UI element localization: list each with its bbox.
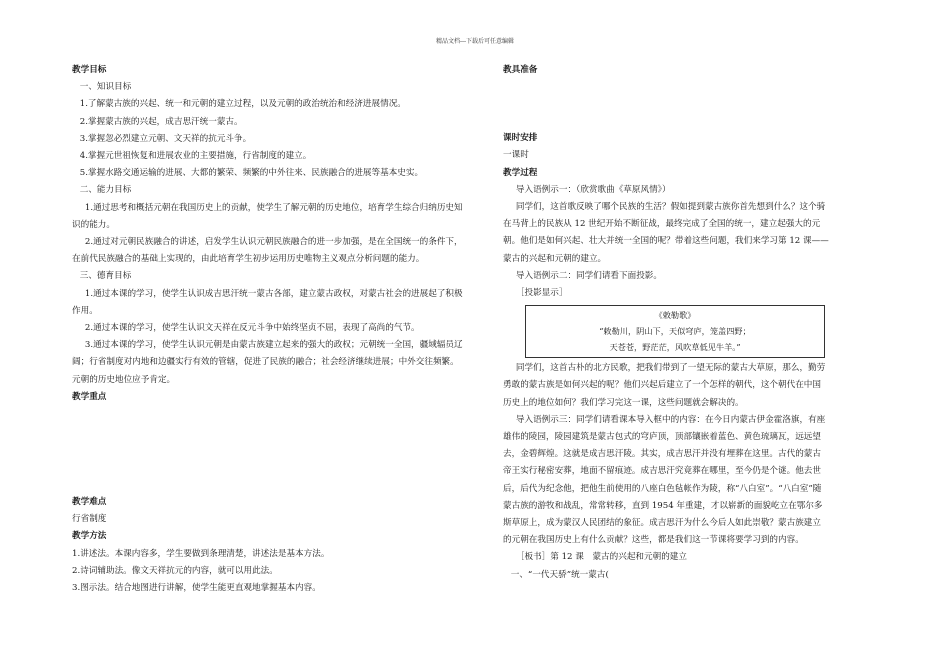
method-item: 3.图示法。结合地图进行讲解，使学生能更直观地掌握基本内容。: [72, 583, 321, 594]
moral-goal-item: 3.通过本课的学习，使学生认识元朝是由蒙古族建立起来的强大的政权；元朝统一全国，疆域辐员辽阔；行省制度对内地和边疆实行有效的管辖，促进了民族的融合；社会经济继续进展；中外交往频繁。元朝的历史地位应予肯定。: [72, 340, 463, 385]
left-column: [72, 62, 465, 597]
key-points-title: 教学重点: [72, 391, 107, 402]
right-column: [503, 62, 829, 584]
intro-example-2-title: 导入语例示二：同学们请看下面投影。: [515, 270, 662, 281]
schedule-title: 课时安排: [503, 133, 538, 144]
poem-line: “敕勒川，阴山下，天似穹庐，笼盖四野；: [599, 326, 751, 337]
moral-goal-item: 2.通过本课的学习，使学生认识文天祥在反元斗争中始终坚贞不屈，表现了高尚的气节。: [84, 323, 420, 334]
schedule-text: 一课时: [503, 150, 529, 161]
knowledge-goal-item: 3.掌握忽必烈建立元朝、文天祥的抗元斗争。: [79, 133, 252, 144]
ability-goal-item: 1.通过思考和概括元朝在我国历史上的贡献，使学生了解元朝的历史地位，培育学生综合归纳历史知识的能力。: [72, 202, 463, 230]
teaching-goals-title: 教学目标: [72, 65, 107, 75]
ability-goals-heading: 二、能力目标: [79, 185, 132, 196]
difficulty-title: 教学难点: [72, 497, 107, 508]
moral-goals-heading: 三、德育目标: [79, 271, 132, 282]
poem-title: 《敕勒歌》: [654, 310, 696, 321]
blank-space: [72, 406, 465, 457]
teaching-process-title: 教学过程: [503, 167, 538, 178]
intro-example-3-text: 导入语例示三：同学们请看课本导入框中的内容：在今日内蒙古伊金霍洛旗，有座雄伟的陵园，陵园建筑是蒙古包式的穹庐顶，顶部镶嵌着蓝色、黄色琉璃瓦，远远望去，金碧辉煌。这就是成吉思汗陵。其实，成吉思汗并没有埋葬在这里。古代的蒙古帝王实行秘密安葬，地面不留痕迹。成吉思汗究竟葬在哪里，至今仍是个谜。他去世后，后代为纪念他，把他生前使用的八座白色毡帐作为陵，称“八白室”。“八白室”随蒙古族的游牧和战乱，常常转移，直到 1954 年重建，才以崭新的面貌屹立在鄂尔多斯草原上，成为蒙汉人民团结的象征。成吉思汗为什么今后人如此崇敬？蒙古族建立的元朝在我国历史上有什么贡献？这些，都是我们这一节课将要学习到的内容。: [503, 414, 826, 546]
poem-box: [525, 305, 825, 358]
moral-goal-item: 1.通过本课的学习，使学生认识成吉思汗统一蒙古各部，建立蒙古政权，对蒙古社会的进展起了积极作用。: [72, 288, 463, 316]
teaching-methods-title: 教学方法: [72, 531, 107, 542]
projection-label: ［投影显示］: [515, 288, 568, 299]
method-item: 1.讲述法。本课内容多，学生要做到条理清楚，讲述法是基本方法。: [72, 548, 330, 559]
intro-example-1-text: 同学们，这首歌反映了哪个民族的生活？假如提到蒙古族你首先想到什么？这个骑在马背上的民族从 12 世纪开始不断征战，最终完成了全国的统一，建立起强大的元朝。他们是如何兴起、壮大并统一全国的呢？带着这些问题，我们来学习第 12 课——蒙古的兴起和元朝的建立。: [503, 202, 829, 264]
knowledge-goal-item: 1.了解蒙古族的兴起、统一和元朝的建立过程，以及元朝的政治统治和经济进展情况。: [79, 99, 406, 110]
ability-goal-item: 2.通过对元朝民族融合的讲述，启发学生认识元朝民族融合的进一步加强，是在全国统一的条件下，在前代民族融合的基础上实现的，由此培育学生初步运用历史唯物主义观点分析问题的能力。: [72, 237, 463, 265]
blank-space: [72, 457, 465, 494]
teaching-tools-title: 教具准备: [503, 65, 538, 75]
knowledge-goals-heading: 一、知识目标: [79, 82, 132, 93]
blank-space: [503, 79, 829, 130]
board-writing-line: ［板书］第 12 课 蒙古的兴起和元朝的建立: [515, 552, 687, 563]
knowledge-goal-item: 2.掌握蒙古族的兴起，成吉思汗统一蒙古。: [79, 116, 243, 127]
knowledge-goal-item: 4.掌握元世祖恢复和进展农业的主要措施，行省制度的建立。: [79, 151, 312, 162]
difficulty-text: 行省制度: [72, 514, 107, 525]
knowledge-goal-item: 5.掌握水路交通运输的进展、大都的繁荣、频繁的中外往来、民族融合的进展等基本史实。: [79, 168, 424, 179]
intro-example-2-text: 同学们，这首古朴的北方民歌，把我们带到了一望无际的蒙古大草原，那么，勤劳勇敢的蒙古族是如何兴起的呢？他们兴起后建立了一个怎样的朝代，这个朝代在中国历史上的地位如何？我们学习完这一课，这些问题就会解决的。: [503, 363, 826, 408]
intro-example-1-title: 导入语例示一：（欣赏歌曲《草原风情》）: [515, 184, 671, 195]
document-header: 精品文档---下载后可任意编辑: [435, 38, 515, 45]
section-1-heading: 一、“一代天骄”统一蒙古(: [510, 569, 609, 580]
method-item: 2.诗词辅助法。像文天祥抗元的内容，就可以用此法。: [72, 565, 278, 576]
poem-line: 天苍苍，野茫茫，风吹草低见牛羊。”: [609, 342, 741, 353]
